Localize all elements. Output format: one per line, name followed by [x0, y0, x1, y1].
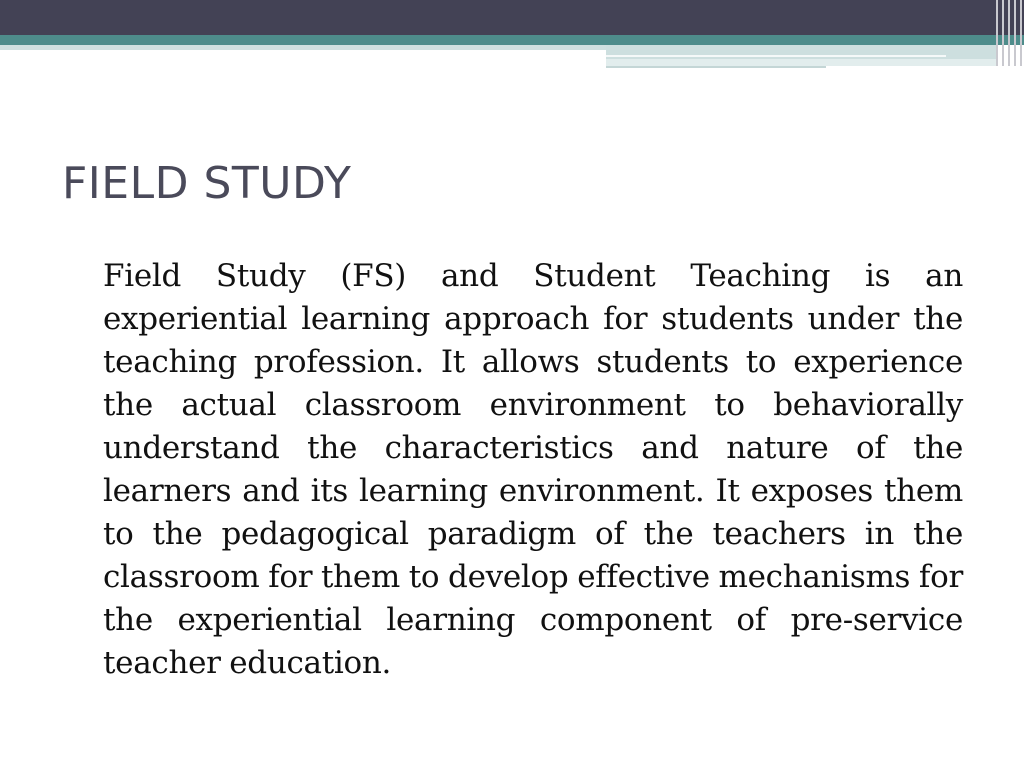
slide-body-text: Field Study (FS) and Student Teaching is an experiential learning approach for students under the teaching profession. It allows students to experience the actual classroom environment to behaviorally understand the characteristics and nature of the learners and its learning environment. It exposes them to the pedagogical paradigm of the teachers in the classroom for them to develop effective mechanisms for the experiential learning component of pre-service teacher education.	[103, 258, 963, 681]
header-accent-line	[606, 55, 946, 57]
corner-stripe	[1002, 0, 1004, 66]
corner-stripe	[1014, 0, 1016, 66]
header-band-teal	[0, 35, 1024, 45]
corner-stripe	[1020, 0, 1022, 66]
header-band-light-lower	[606, 59, 998, 66]
header-band-dark	[0, 0, 1024, 35]
corner-stripe	[996, 0, 998, 66]
header-band-light-left	[0, 45, 606, 50]
header-accent-line-lower	[606, 66, 826, 68]
corner-stripe	[1008, 0, 1010, 66]
slide-title: FIELD STUDY	[62, 158, 352, 209]
